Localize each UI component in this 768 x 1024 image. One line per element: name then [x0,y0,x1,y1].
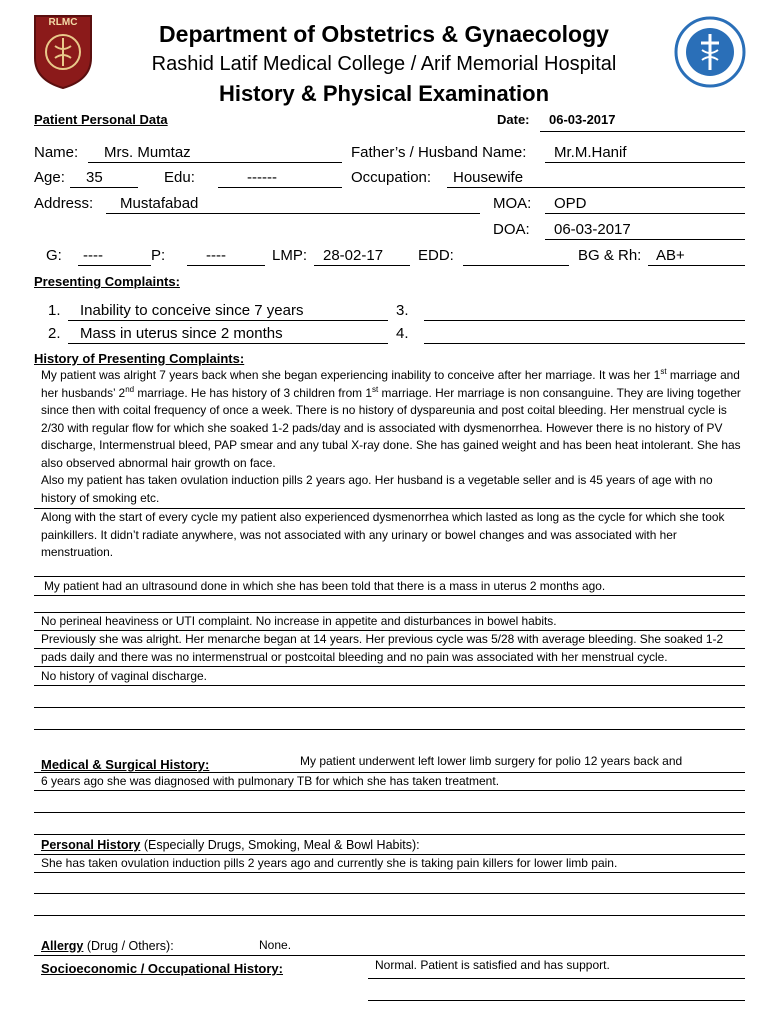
edd-line [463,265,569,266]
rule [368,978,745,979]
moa-label: MOA: [493,195,532,212]
doa-line [545,239,745,240]
form-title: History & Physical Examination [218,81,550,106]
address-line [106,213,480,214]
hopc-paragraph-7: No history of vaginal discharge. [41,669,207,683]
complaints-title: Presenting Complaints: [34,274,180,289]
hospital-seal [674,16,746,88]
rule [34,915,745,916]
hopc-text: My patient was alright 7 years back when she began experiencing inability to conceive after her marriage. It was her 1 [41,368,661,382]
hopc-paragraph-3: Along with the start of every cycle my patient also experienced dysmenorrhea which lasted as long as the cycle for which she took painkillers. It didn’t radiate anywhere, was not associated with any urinary or bowel changes and was associated with her menstruation. [41,510,725,559]
socio-title: Socioeconomic / Occupational History: [41,961,283,976]
complaint-line [68,343,388,344]
hopc-text: marriage and her husbands’ 2 [41,368,740,400]
moa-line [545,213,745,214]
rule [34,955,745,956]
rule [34,595,745,596]
rlmc-logo [33,14,93,90]
edu-value: ------ [247,169,277,186]
allergy-heading [41,938,174,956]
age-label: Age: [34,169,65,186]
rule [34,729,745,730]
rule [34,834,745,835]
medical-line-1: My patient underwent left lower limb surgery for polio 12 years back and [300,754,683,768]
socio-value: Normal. Patient is satisfied and has support. [375,958,610,972]
bg-line [648,265,745,266]
address-label: Address: [34,195,94,212]
hopc-sup: nd [125,384,135,394]
p-line [187,265,265,266]
personal-history-text: She has taken ovulation induction pills 2 years ago and currently she is taking pain killers for lower limb pain. [41,856,618,870]
hopc-paragraph-2: Also my patient has taken ovulation induction pills 2 years ago. Her husband is a vegetable seller and is 45 years of age with no history of smoking etc. [41,473,713,505]
allergy-value: None. [259,938,292,952]
hopc-paragraph-6: Previously she was alright. Her menarche began at 14 years. Her previous cycle was 5/28 with average bleeding. She soaked 1-2 pads daily and there was no intermenstrual or postcoital bleeding and no pain was associated with her menstrual cycle. [41,632,724,664]
rule [34,666,745,667]
medical-title: Medical & Surgical History: [41,757,210,772]
name-label: Name: [34,144,79,161]
edu-label: Edu: [164,169,195,186]
date-label: Date: [497,112,530,127]
name-value: Mrs. Mumtaz [104,144,191,161]
doa-value: 06-03-2017 [554,221,631,238]
edd-label: EDD: [418,247,454,264]
rule [34,576,745,577]
rlmc-logo-text: RLMC [48,17,78,28]
hopc-title: History of Presenting Complaints: [34,351,245,366]
edu-line [218,187,342,188]
rule [368,1000,745,1001]
rule [34,707,745,708]
lmp-value: 28-02-17 [323,247,384,264]
lmp-line [314,265,410,266]
complaint-number: 1. [48,302,61,319]
rule [34,685,745,686]
section-personal-data: Patient Personal Data [34,112,168,127]
hopc-paragraph-1 [41,367,746,472]
allergy-subtitle: (Drug / Others): [83,939,174,953]
allergy-title: Allergy [41,939,84,953]
rule [34,648,745,649]
father-value: Mr.M.Hanif [554,144,627,161]
rule [34,790,745,791]
p-value: ---- [206,247,226,264]
name-line [88,162,342,163]
personal-history-subtitle: (Especially Drugs, Smoking, Meal & Bowl Habits): [140,838,420,852]
age-value: 35 [86,169,103,186]
hopc-text: marriage. He has history of 3 children from 1 [134,385,373,400]
g-line [78,265,151,266]
complaint-line [424,320,745,321]
complaint-line [424,343,745,344]
complaint-text: Inability to conceive since 7 years [80,302,304,319]
complaint-number: 3. [396,302,409,319]
hopc-text: marriage. Her marriage is non consanguine. They are living together since then with coital frequency of once a week. There is no history of dyspareunia and post coital bleeding. Her menstrual cycle is 2/30 with regular flow for which she soaked 1-2 pads/day and is associated with dysmenorrhea. However there is no history of PV discharge, Intermenstrual bleed, PAP smear and any tubal X-ray done. She has gained weight and has been heat intolerant. She has also observed abnormal hair growth on face. [41,385,741,470]
father-line [545,162,745,163]
g-value: ---- [83,247,103,264]
hopc-paragraph-4: My patient had an ultrasound done in which she has been told that there is a mass in uterus 2 months ago. [44,579,606,593]
rule [34,812,745,813]
rule [34,893,745,894]
bg-label: BG & Rh: [578,247,642,264]
personal-history-heading [41,837,420,855]
address-value: Mustafabad [120,195,199,212]
complaint-line [68,320,388,321]
medical-line-2: 6 years ago she was diagnosed with pulmonary TB for which she has taken treatment. [41,774,500,788]
department-title: Department of Obstetrics & Gynaecology [159,21,609,47]
complaint-number: 2. [48,325,61,342]
date-value: 06-03-2017 [549,112,616,127]
hopc-sup: st [372,384,379,394]
father-label: Father’s / Husband Name: [351,144,527,161]
occupation-value: Housewife [453,169,524,186]
occupation-label: Occupation: [351,169,432,186]
p-label: P: [151,247,166,264]
moa-value: OPD [554,195,587,212]
hopc-sup: st [660,367,667,377]
age-line [70,187,138,188]
g-label: G: [46,247,62,264]
hopc-paragraph-5: No perineal heaviness or UTI complaint. No increase in appetite and disturbances in bowel habits. [41,614,557,628]
rule [34,872,745,873]
lmp-label: LMP: [272,247,308,264]
bg-value: AB+ [656,247,685,264]
date-line [540,131,745,132]
institution-name: Rashid Latif Medical College / Arif Memorial Hospital [151,53,617,75]
doa-label: DOA: [493,221,530,238]
occupation-line [447,187,745,188]
personal-history-title: Personal History [41,838,141,852]
complaint-text: Mass in uterus since 2 months [80,325,283,342]
complaint-number: 4. [396,325,409,342]
